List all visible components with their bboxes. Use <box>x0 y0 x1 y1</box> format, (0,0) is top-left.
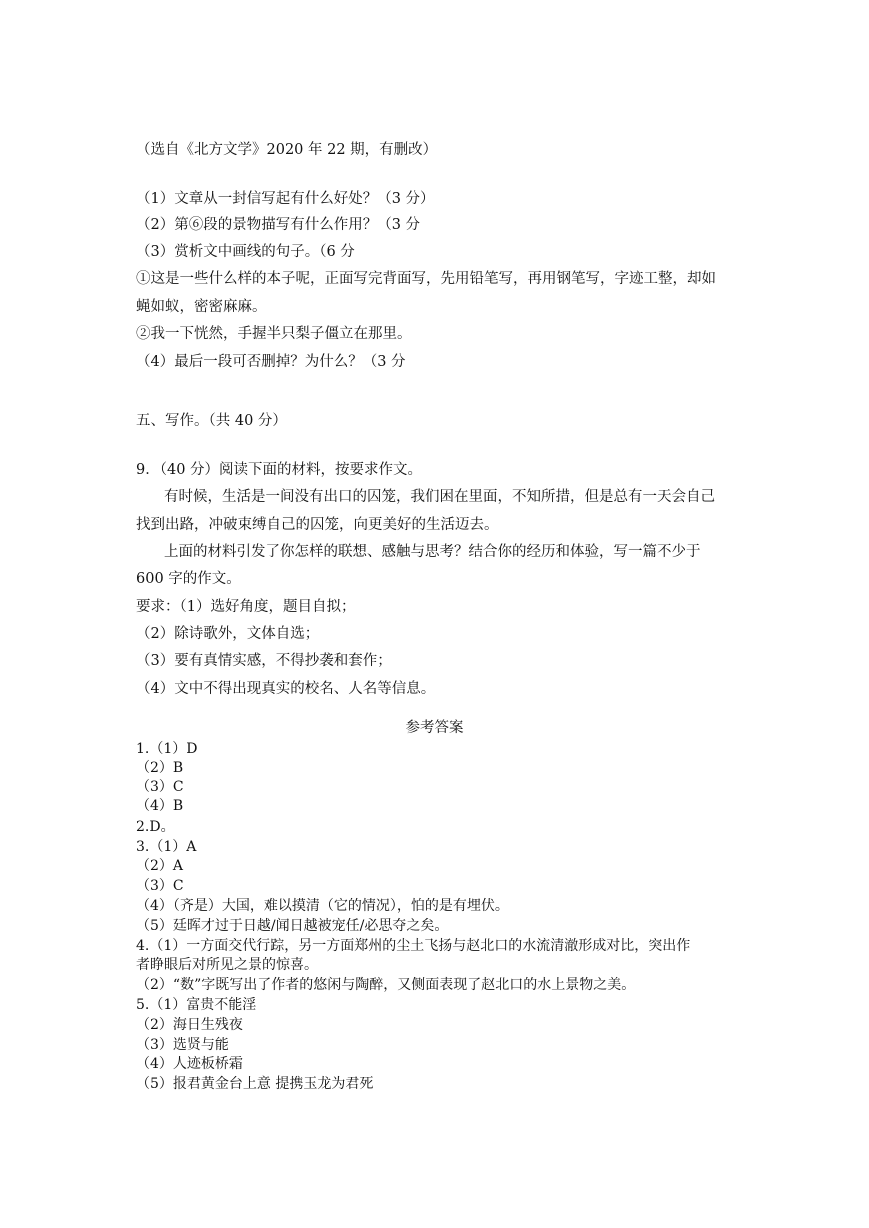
answer-line: （4）人迹板桥霜 <box>136 1056 243 1072</box>
writing-material-2-cont: 600 字的作文。 <box>136 571 241 587</box>
writing-material-1-cont: 找到出路，冲破束缚自己的囚笼，向更美好的生活迈去。 <box>136 517 499 533</box>
answer-line: 2.D。 <box>136 819 175 835</box>
question-3-sentence-1: ①这是一些什么样的本子呢，正面写完背面写，先用铅笔写，再用钢笔写，字迹工整，却如 <box>136 271 716 287</box>
answer-line: （3）选贤与能 <box>136 1037 229 1053</box>
answer-line: （2）“数”字既写出了作者的悠闲与陶醉，又侧面表现了赵北口的水上景物之美。 <box>136 977 636 993</box>
answer-line: （3）C <box>136 779 184 795</box>
writing-requirement-1: 要求：（1）选好角度，题目自拟； <box>136 599 356 615</box>
writing-requirement-3: （3）要有真情实感，不得抄袭和套作； <box>136 653 392 669</box>
question-3-sentence-1-cont: 蝇如蚁，密密麻麻。 <box>136 299 267 315</box>
answer-line: （4）（齐是）大国，难以摸清（它的情况），怕的是有埋伏。 <box>136 898 509 914</box>
answer-line: 1.（1）D <box>136 741 198 757</box>
question-4: （4）最后一段可否删掉？为什么？（3 分 <box>136 354 406 370</box>
answers-title: 参考答案 <box>405 720 464 736</box>
question-3-sentence-2: ②我一下恍然，手握半只梨子僵立在那里。 <box>136 326 412 342</box>
section-5-title: 五、写作。（共 40 分） <box>136 413 287 429</box>
answer-line: 者睁眼后对所见之景的惊喜。 <box>136 957 318 973</box>
writing-requirement-2: （2）除诗歌外，文体自选； <box>136 626 320 642</box>
writing-requirement-4: （4）文中不得出现真实的校名、人名等信息。 <box>136 681 436 697</box>
answer-line: （5）廷晖才过于日越/闻日越被宠任/必思夺之矣。 <box>136 918 449 934</box>
question-3: （3）赏析文中画线的句子。（6 分 <box>136 244 355 260</box>
question-1: （1）文章从一封信写起有什么好处？（3 分） <box>136 191 435 207</box>
question-2: （2）第⑥段的景物描写有什么作用？（3 分 <box>136 217 421 233</box>
answer-line: （2）海日生残夜 <box>136 1017 243 1033</box>
answer-line: （2）A <box>136 858 184 874</box>
answer-line: （5）报君黄金台上意 提携玉龙为君死 <box>136 1076 374 1092</box>
writing-prompt: 9．（40 分）阅读下面的材料，按要求作文。 <box>136 462 423 478</box>
answer-line: （3）C <box>136 878 184 894</box>
answer-line: 4.（1）一方面交代行踪，另一方面郑州的尘土飞扬与赵北口的水流清澈形成对比，突出作 <box>136 938 691 954</box>
answer-line: （2）B <box>136 760 184 776</box>
answer-line: 5.（1）富贵不能淫 <box>136 997 257 1013</box>
writing-material-2: 上面的材料引发了你怎样的联想、感触与思考？结合你的经历和体验，写一篇不少于 <box>164 544 701 560</box>
answer-line: （4）B <box>136 798 184 814</box>
answer-line: 3.（1）A <box>136 839 197 855</box>
writing-material-1: 有时候，生活是一间没有出口的囚笼，我们困在里面，不知所措，但是总有一天会自己 <box>164 489 715 505</box>
source-citation: （选自《北方文学》2020 年 22 期，有删改） <box>136 142 438 158</box>
